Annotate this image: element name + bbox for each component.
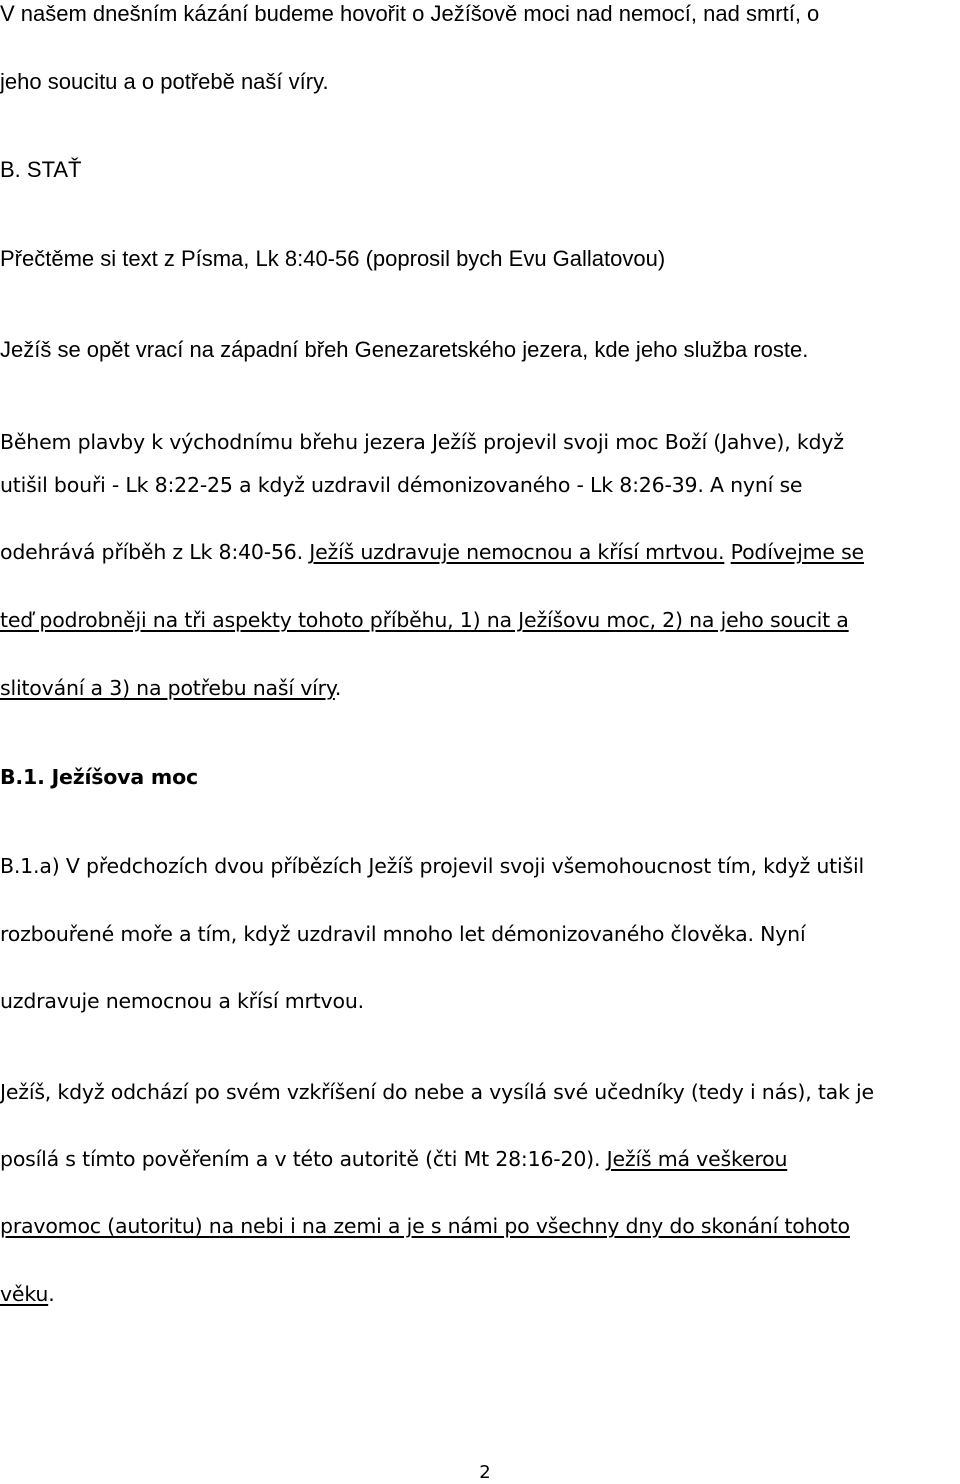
paragraph-1-line-4: teď podrobněji na tři aspekty tohoto příběhu, 1) na Ježíšovu moc, 2) na jeho soucit a — [0, 608, 849, 632]
paragraph-2-line-3: uzdravuje nemocnou a křísí mrtvou. — [0, 989, 364, 1013]
paragraph-3-line-4 — [0, 1280, 960, 1308]
underlined-statement: Ježíš uzdravuje nemocnou a křísí mrtvou. — [309, 540, 725, 564]
paragraph-3-line-2 — [0, 1145, 960, 1173]
underlined-authority-end: věku — [0, 1282, 49, 1306]
paragraph-2-line-1: B.1.a) V předchozích dvou příbězích Ježíš projevil svoji všemohoucnost tím, když utišil — [0, 854, 864, 878]
scripture-reading-line: Přečtěme si text z Písma, Lk 8:40-56 (poprosil bych Evu Gallatovou) — [0, 246, 666, 271]
paragraph-2-line-2: rozbouřené moře a tím, když uzdravil mnoho let démonizovaného člověka. Nyní — [0, 922, 806, 946]
page-number: 2 — [479, 1462, 491, 1483]
underlined-aspects-end: slitování a 3) na potřebu naší víry — [0, 676, 335, 700]
paragraph-3-line-3: pravomoc (autoritu) na nebi i na zemi a je s námi po všechny dny do skonání tohoto — [0, 1214, 850, 1238]
paragraph-1-line-3 — [0, 538, 960, 566]
paragraph-1-line-2: utišil bouři - Lk 8:22-25 a když uzdravil démonizovaného - Lk 8:26-39. A nyní se — [0, 473, 803, 497]
paragraph-1-line-1: Během plavby k východnímu břehu jezera Ježíš projevil svoji moc Boží (Jahve), když — [0, 430, 844, 454]
paragraph-3-line-1: Ježíš, když odchází po svém vzkříšení do nebe a vysílá své učedníky (tedy i nás), tak je — [0, 1080, 874, 1104]
paragraph-1-text: odehrává příběh z Lk 8:40-56. — [0, 540, 310, 564]
subsection-heading-b1: B.1. Ježíšova moc — [0, 765, 198, 789]
intro-line-2: jeho soucitu a o potřebě naší víry. — [0, 69, 329, 94]
paragraph-1-line-5 — [0, 674, 960, 702]
underlined-aspects-start: Podívejme se — [730, 540, 864, 564]
paragraph-context-line: Ježíš se opět vrací na západní břeh Genezaretského jezera, kde jeho služba roste. — [0, 337, 809, 362]
underlined-authority-start: Ježíš má veškerou — [606, 1147, 788, 1171]
intro-line-1: V našem dnešním kázání budeme hovořit o Ježíšově moci nad nemocí, nad smrtí, o — [0, 1, 820, 26]
section-heading-b: B. STAŤ — [0, 157, 82, 182]
period: . — [48, 1282, 55, 1306]
paragraph-3-text: posílá s tímto pověřením a v této autoritě (čti Mt 28:16-20). — [0, 1147, 607, 1171]
period: . — [334, 676, 342, 700]
